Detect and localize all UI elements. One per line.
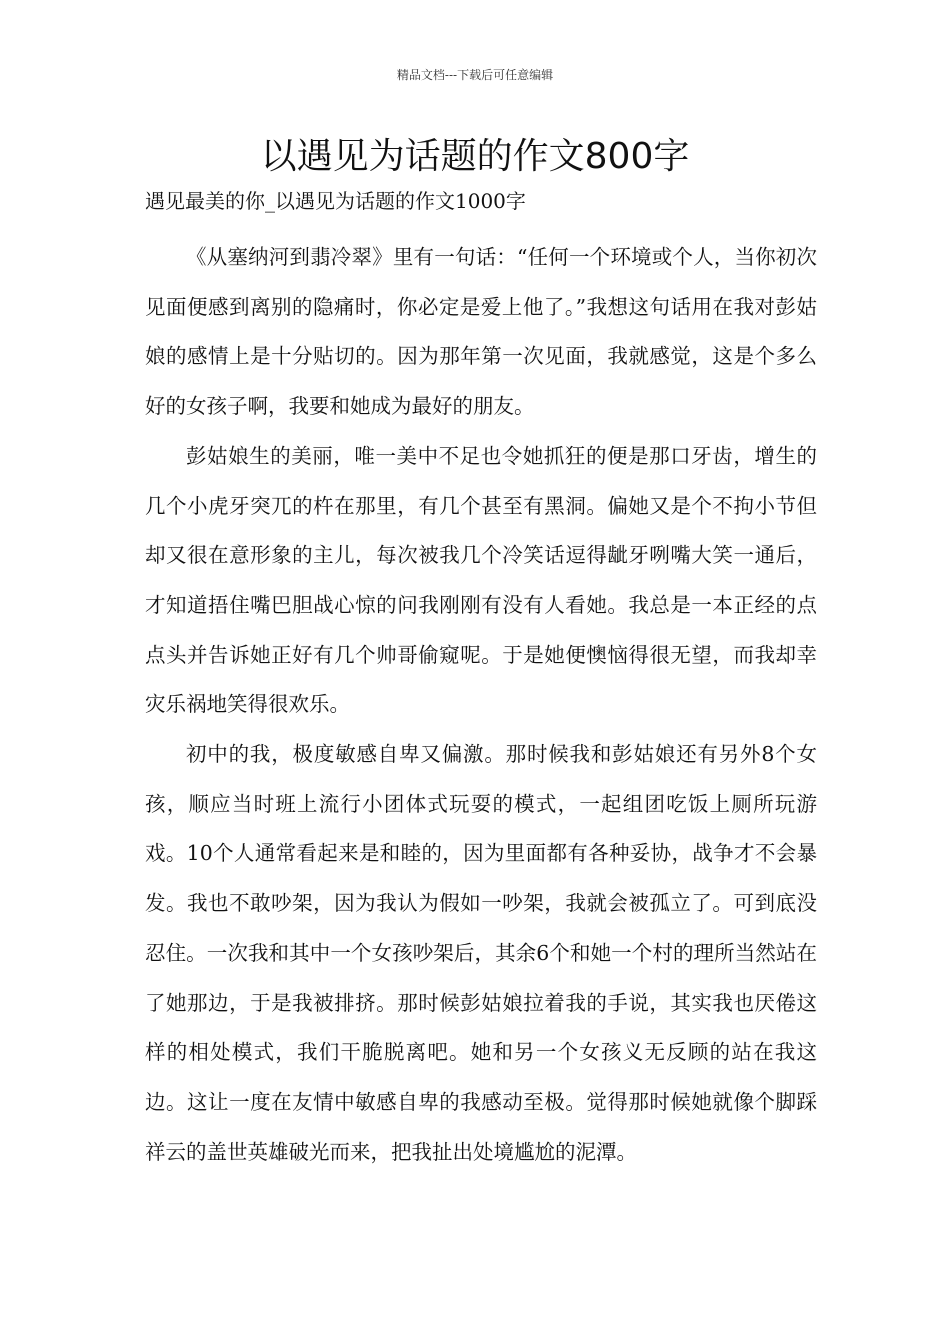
document-body [145, 233, 817, 1177]
document-title: 以遇见为话题的作文800字 [260, 136, 690, 177]
paragraph: 初中的我，极度敏感自卑又偏激。那时候我和彭姑娘还有另外8个女孩，顺应当时班上流行小团体式玩耍的模式，一起组团吃饭上厕所玩游戏。10个人通常看起来是和睦的，因为里面都有各种妥协，战争才不会暴发。我也不敢吵架，因为我认为假如一吵架，我就会被孤立了。可到底没忍住。一次我和其中一个女孩吵架后，其余6个和她一个村的理所当然站在了她那边，于是我被排挤。那时候彭姑娘拉着我的手说，其实我也厌倦这样的相处模式，我们干脆脱离吧。她和另一个女孩义无反顾的站在我这边。这让一度在友情中敏感自卑的我感动至极。觉得那时候她就像个脚踩祥云的盖世英雄破光而来，把我扯出处境尴尬的泥潭。 [145, 742, 817, 1164]
paragraph: 《从塞纳河到翡冷翠》里有一句话：“任何一个环境或个人，当你初次见面便感到离别的隐痛时，你必定是爱上他了。”我想这句话用在我对彭姑娘的感情上是十分贴切的。因为那年第一次见面，我就感觉，这是个多么好的女孩子啊，我要和她成为最好的朋友。 [145, 245, 817, 419]
header-note: 精品文档---下载后可任意编辑 [396, 68, 554, 82]
paragraph: 彭姑娘生的美丽，唯一美中不足也令她抓狂的便是那口牙齿，增生的几个小虎牙突兀的杵在那里，有几个甚至有黑洞。偏她又是个不拘小节但却又很在意形象的主儿，每次被我几个冷笑话逗得龇牙咧嘴大笑一通后，才知道捂住嘴巴胆战心惊的问我刚刚有没有人看她。我总是一本正经的点点头并告诉她正好有几个帅哥偷窥呢。于是她便懊恼得很无望，而我却幸灾乐祸地笑得很欢乐。 [145, 443, 817, 717]
document-subtitle: 遇见最美的你_以遇见为话题的作文1000字 [145, 189, 526, 213]
